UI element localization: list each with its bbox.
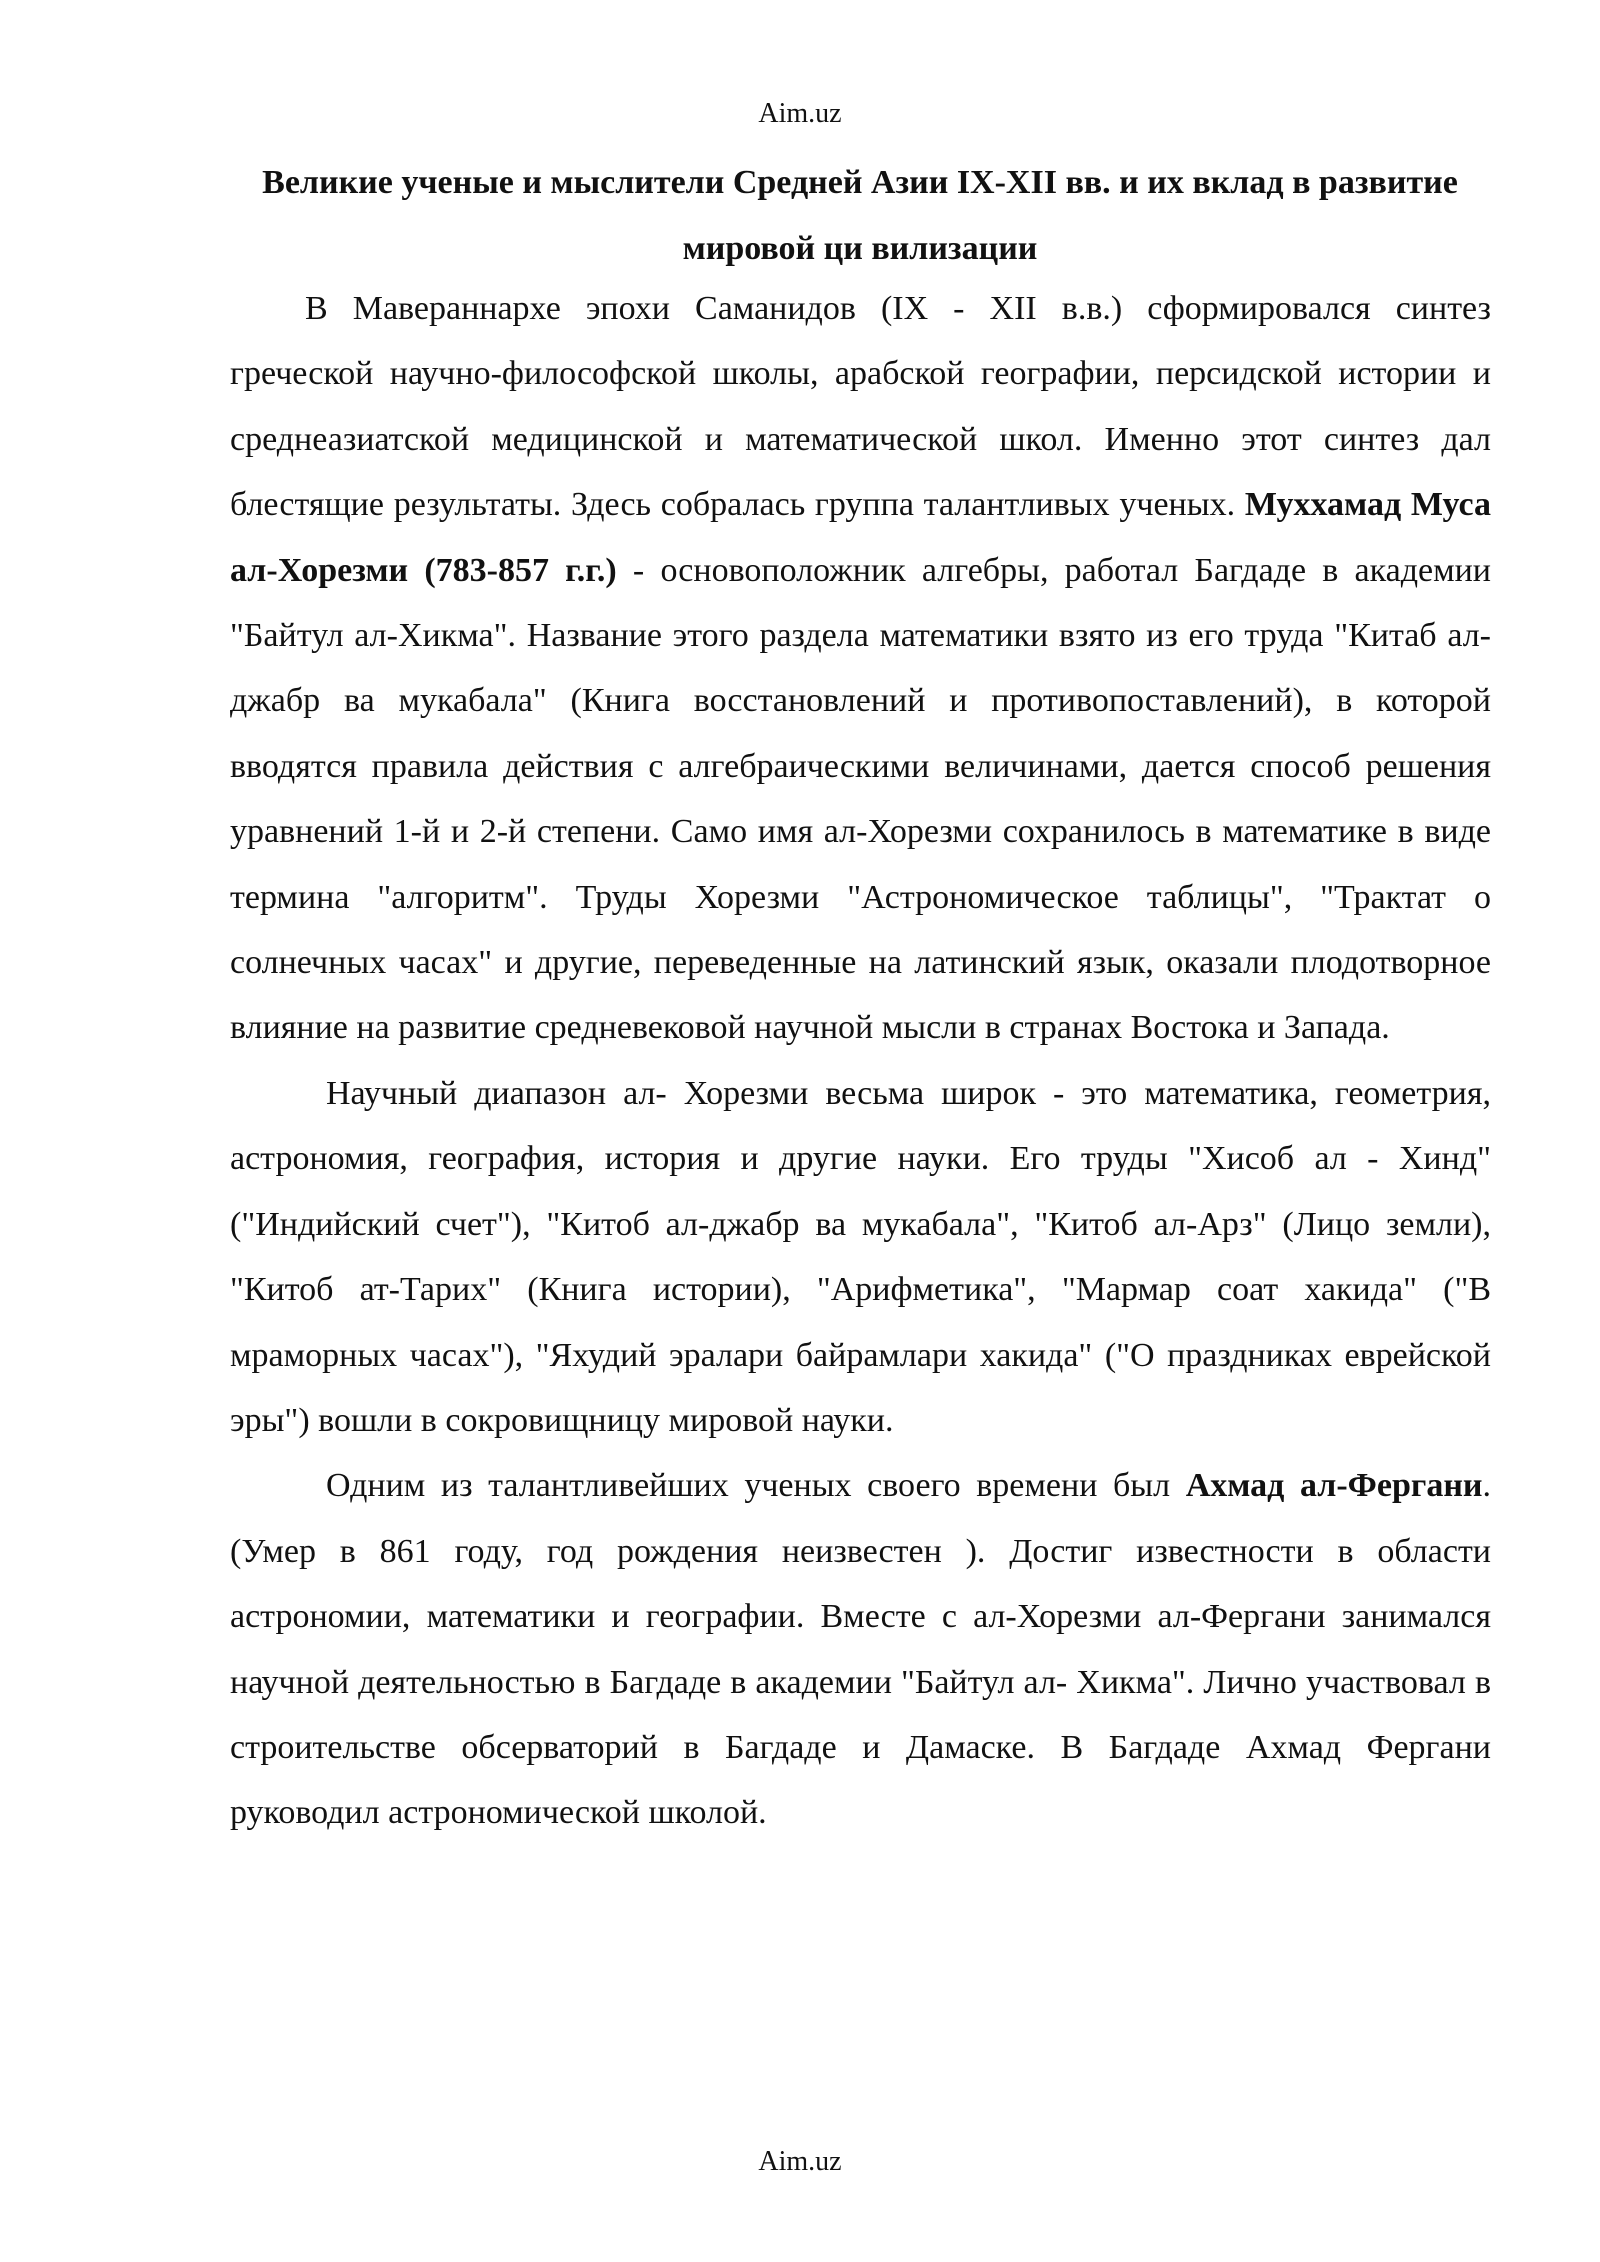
paragraph-1-text-b: - основоположник алгебры, работал Багдаде в академии "Байтул ал-Хикма". Название этого раздела математики взято из его труда "Китаб ал-джабр ва мукабала" (Книга восстановлений и противопоставлений), в которой вводятся правила действия с алгебраическими величинами, дается способ решения уравнений 1-й и 2-й степени. Само имя ал-Хорезми сохранилось в математике в виде термина "алгоритм". Труды Хорезми "Астрономическое таблицы", "Трактат о солнечных часах" и другие, переведенные на латинский язык, оказали плодотворное влияние на развитие средневековой научной мысли в странах Востока и Запада.: [230, 551, 1491, 1047]
page-header: Aim.uz: [758, 98, 842, 129]
page-footer: Aim.uz: [758, 2146, 842, 2177]
document-title: Великие ученые и мыслители Средней Азии IX-XII вв. и их вклад в развитие мировой ци вилизации: [262, 164, 1458, 267]
paragraph-3-text-b: . (Умер в 861 году, год рождения неизвестен ). Достиг известности в области астрономии, математики и географии. Вместе с ал-Хорезми ал-Фергани занимался научной деятельностью в Багдаде в академии "Байтул ал- Хикма". Лично участвовал в строительстве обсерваторий в Багдаде и Дамаске. В Багдаде Ахмад Фергани руководил астрономической школой.: [230, 1467, 1491, 1832]
paragraph-1: [230, 276, 1491, 1061]
paragraph-1-bold: Муххамад Муса ал-Хорезми (783-857 г.г.): [230, 486, 1491, 589]
paragraph-3: [230, 1453, 1491, 1845]
paragraph-3-text-a: Одним из талантливейших ученых своего времени был: [326, 1467, 1186, 1505]
paragraph-1-text-a: В Мавераннархе эпохи Саманидов (IX - XII в.в.) сформировался синтез греческой научно-философской школы, арабской географии, персидской истории и среднеазиатской медицинской и математической школ. Именно этот синтез дал блестящие результаты. Здесь собралась группа талантливых ученых.: [230, 290, 1491, 524]
document-body: [230, 276, 1491, 1846]
paragraph-3-bold: Ахмад ал-Фергани: [1185, 1467, 1483, 1505]
paragraph-2: Научный диапазон ал- Хорезми весьма широк - это математика, геометрия, астрономия, география, история и другие науки. Его труды "Хисоб ал - Хинд" ("Индийский счет"), "Китоб ал-джабр ва мукабала", "Китоб ал-Арз" (Лицо земли), "Китоб ат-Тарих" (Книга истории), "Арифметика", "Мармар соат хакида" ("В мраморных часах"), "Яхудий эралари байрамлари хакида" ("О праздниках еврейской эры") вошли в сокровищницу мировой науки.: [230, 1074, 1491, 1439]
